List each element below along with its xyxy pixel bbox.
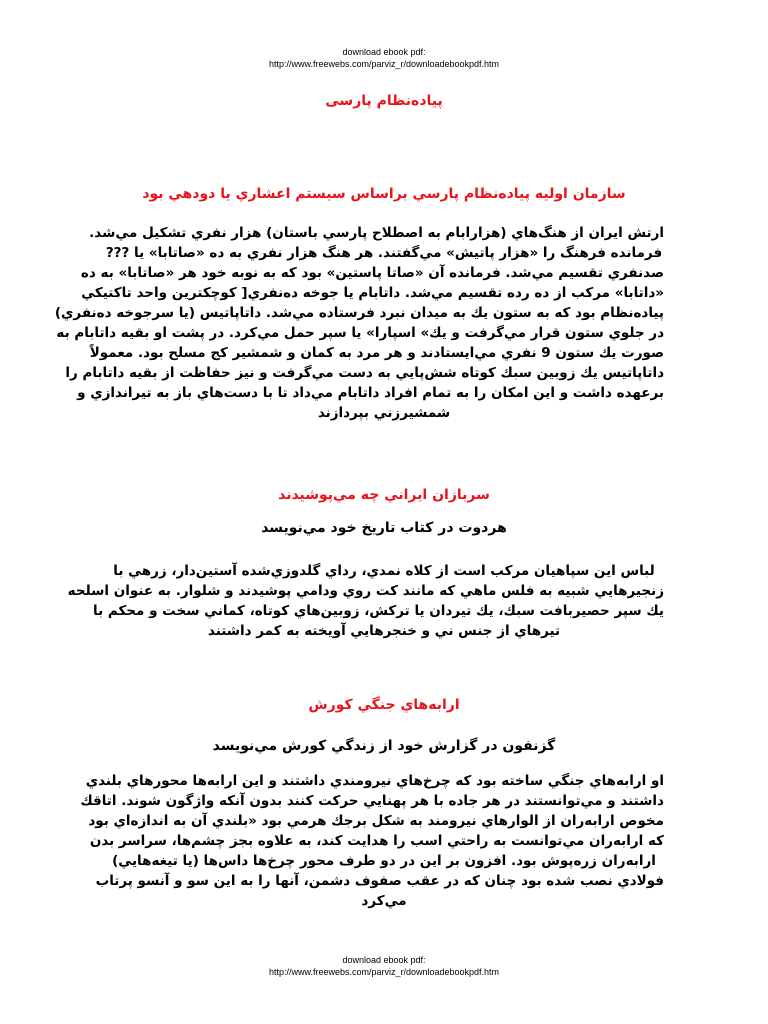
paragraph-line: مي‌كرد (361, 893, 407, 909)
paragraph-line: شمشيرزني بپردازند (317, 405, 451, 421)
paragraph-line: مخوص ارابه‌ران از الوارهاي نيرومند به شكل برجك هرمي بود «بلندي آن به اندازه‌اي بود (88, 813, 664, 829)
paragraph-line: صورت يك ستون 9 نفري مي‌ايستادند و هر مرد به كمان و شمشير كج مسلح بود. معمولاً (89, 345, 664, 361)
paragraph-line: داتاپاتيس يك زوبين سبك كوتاه شش‌پايي به دست مي‌گرفت و نيز حفاظت از بقيه داتابام را (65, 365, 664, 381)
footer-label: download ebook pdf: (342, 955, 426, 965)
paragraph-line: پيادەنظام بود كه به ستون يك به ميدان نبرد فرستاده مي‌شد. داتاپاتيس (يا سرجوخه دەنفري) (54, 305, 664, 321)
section3-paragraph (80, 771, 664, 911)
paragraph-line: داشتند و مي‌توانستند در هر جاده با هر پهنايي حركت كنند بدون آنكه واژگون شوند. اتاقك (80, 793, 664, 809)
paragraph-line: او ارابه‌هاي جنگي ساخته بود كه چرخ‌هاي نيرومندي داشتند و اين ارابه‌ها محورهاي بلندي (85, 773, 664, 789)
section3-title: ارابه‌هاي جنگي كورش (308, 697, 460, 713)
page-footer (0, 954, 768, 978)
paragraph-line: فولادي نصب شده بود چنان كه در عقب صفوف دشمن، آنها را به اين سو و آنسو پرتاب (95, 873, 664, 889)
section1-title: سازمان اوليه پيادەنظام پارسي براساس سيستم اعشاري يا دودهي بود (142, 186, 626, 202)
paragraph-line: برعهده داشت و اين امكان را به تمام افراد داتابام مي‌داد تا با دست‌هاي باز به تيراندازي و (77, 385, 664, 401)
paragraph-line: زنجيرهايي شبيه به فلس ماهي كه مانند كت روي ودامي پوشيدند و شلوار. به عنوان اسلحه (67, 583, 664, 599)
paragraph-line: تيرهاي از جنس ني و خنجرهايي آويخته به كمر داشتند (207, 623, 561, 639)
paragraph-line: فرمانده فرهنگ را «هزار پاتيش» مي‌گفتند. هر هنگ هزار نفري به ده «صاتابا» يا ??? (105, 245, 663, 261)
header-url: http://www.freewebs.com/parviz_r/downloadebookpdf.htm (268, 59, 500, 69)
section3-subtitle: گزنفون در گزارش خود از زندگي كورش مي‌نويسد (212, 738, 556, 754)
section2-paragraph (67, 561, 664, 641)
paragraph-line: در جلوي ستون قرار مي‌گرفت و يك» اسپارا» يا سپر حمل مي‌كرد. در پشت او بقيه داتابام به (56, 325, 664, 341)
page-header (0, 46, 768, 70)
paragraph-line: صدنفري تقسيم مي‌شد. فرمانده آن «صاتا پاستين» بود كه به نوبه خود هر «صاتابا» به ده (80, 265, 664, 281)
header-label: download ebook pdf: (342, 47, 426, 57)
main-title: پیادەنظام پارسی (325, 93, 443, 109)
section1-paragraph (54, 223, 664, 423)
paragraph-line: كه ارابه‌ران مي‌توانست به راحتي اسب را هدايت كند، به علاوه بجز چشم‌ها، سراسر بدن (89, 833, 664, 849)
paragraph-line: ارابه‌ران زره‌پوش بود. افزون بر اين در دو طرف محور چرخ‌ها داس‌ها (يا تيغه‌هايي) (112, 853, 656, 869)
section2-subtitle: هردوت در كتاب تاريخ خود مي‌نويسد (261, 520, 507, 536)
section2-title: سربازان ايراني چه مي‌پوشيدند (278, 487, 490, 503)
paragraph-line: يك سپر حصيربافت سبك، يك تيردان يا تركش، زوبين‌هاي كوتاه، كماني سخت و محكم با (93, 603, 664, 619)
paragraph-line: ارتش ايران از هنگ‌هاي (هزارابام به اصطلاح پارسي باستان) هزار نفري تشكيل مي‌شد. (89, 225, 664, 241)
paragraph-line: لباس اين سپاهيان مركب است از كلاه نمدي، رداي گلدوزي‌شده آستين‌دار، زرهي با (113, 563, 655, 579)
paragraph-line: «داتابا» مركب از ده رده تقسيم مي‌شد. داتابام يا جوخه دەنفري[ كوچكترين واحد تاكتيكي (81, 285, 664, 301)
footer-url: http://www.freewebs.com/parviz_r/downloadebookpdf.htm (268, 967, 500, 977)
